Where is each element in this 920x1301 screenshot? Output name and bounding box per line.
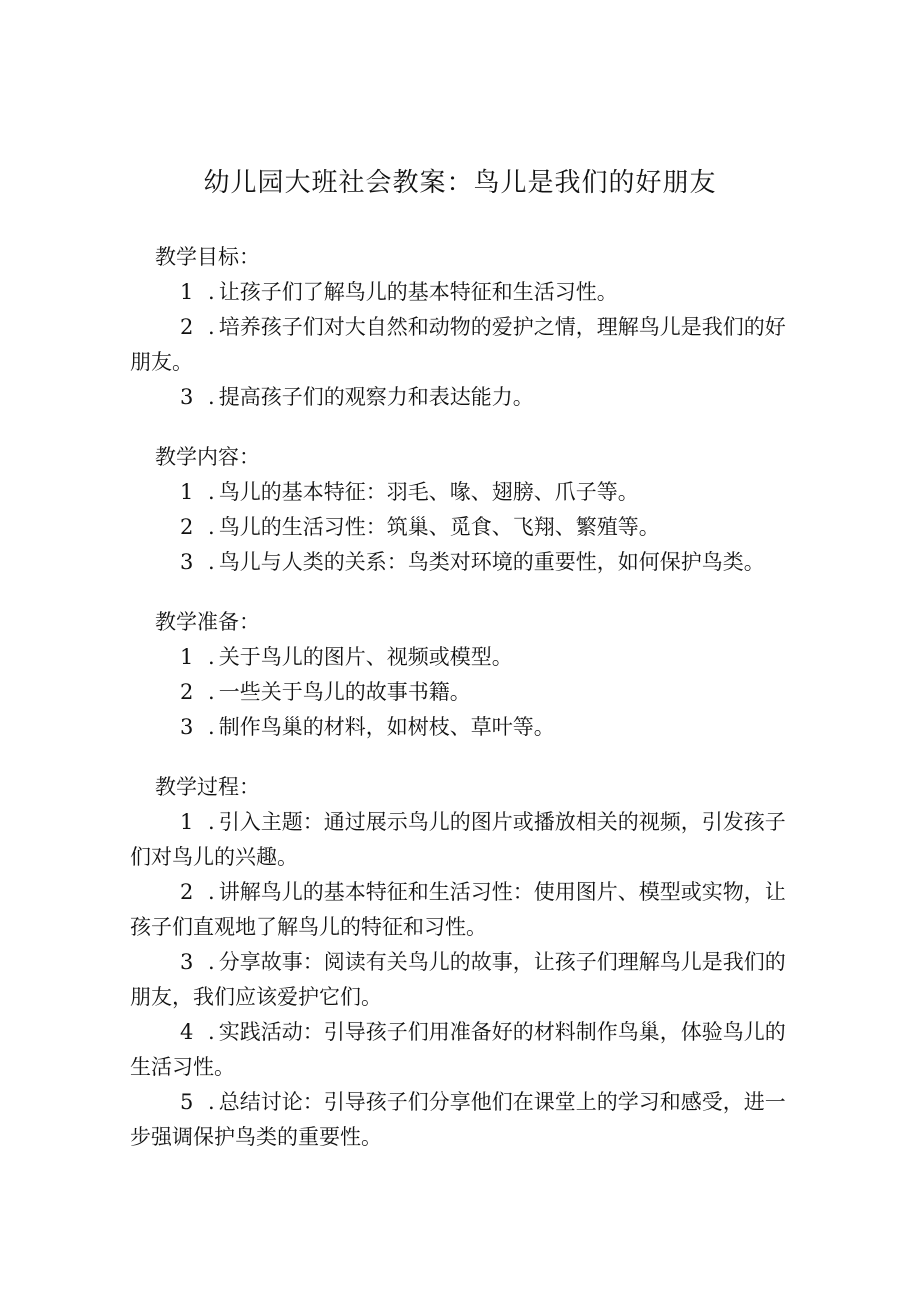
item-number: 4 . [180,1020,219,1044]
item-text: 分享故事：阅读有关鸟儿的故事，让孩子们理解鸟儿是我们的朋友，我们应该爱护它们。 [130,950,786,1009]
list-item [130,510,790,545]
item-number: 2 . [180,680,219,704]
item-text: 提高孩子们的观察力和表达能力。 [218,385,534,409]
item-number: 1 . [180,810,219,834]
list-item [130,380,790,415]
list-item [130,1015,790,1085]
list-item [130,710,790,745]
list-item [130,310,790,380]
list-item [130,675,790,710]
item-text: 一些关于鸟儿的故事书籍。 [218,680,471,704]
page-title: 幼儿园大班社会教案：鸟儿是我们的好朋友 [203,168,717,198]
section-process [130,770,790,1155]
list-item [130,275,790,310]
item-number: 1 . [180,280,219,304]
item-text: 让孩子们了解鸟儿的基本特征和生活习性。 [218,280,618,304]
section-preparation [130,605,790,745]
item-text: 实践活动：引导孩子们用准备好的材料制作鸟巢，体验鸟儿的生活习性。 [130,1020,786,1079]
list-item [130,875,790,945]
item-number: 2 . [180,880,219,904]
list-item [130,545,790,580]
item-text: 总结讨论：引导孩子们分享他们在课堂上的学习和感受，进一步强调保护鸟类的重要性。 [130,1090,786,1149]
section-objectives [130,240,790,415]
document-body [130,240,790,1180]
item-number: 3 . [180,950,219,974]
item-text: 鸟儿的生活习性：筑巢、觅食、飞翔、繁殖等。 [218,515,660,539]
item-text: 鸟儿与人类的关系：鸟类对环境的重要性，如何保护鸟类。 [218,550,765,574]
item-text: 制作鸟巢的材料，如树枝、草叶等。 [218,715,555,739]
list-item [130,475,790,510]
list-item [130,640,790,675]
section-heading: 教学过程： [155,775,260,799]
item-number: 1 . [180,645,219,669]
item-number: 5 . [180,1090,219,1114]
item-text: 引入主题：通过展示鸟儿的图片或播放相关的视频，引发孩子们对鸟儿的兴趣。 [130,810,786,869]
list-item [130,805,790,875]
item-text: 讲解鸟儿的基本特征和生活习性：使用图片、模型或实物，让孩子们直观地了解鸟儿的特征和习性。 [130,880,786,939]
item-number: 3 . [180,385,219,409]
item-number: 2 . [180,315,219,339]
item-number: 3 . [180,715,219,739]
section-heading: 教学内容： [155,445,260,469]
list-item [130,1085,790,1155]
section-heading: 教学目标： [155,245,260,269]
item-text: 鸟儿的基本特征：羽毛、喙、翅膀、爪子等。 [218,480,639,504]
item-number: 1 . [180,480,219,504]
item-text: 关于鸟儿的图片、视频或模型。 [218,645,513,669]
item-number: 2 . [180,515,219,539]
section-content [130,440,790,580]
list-item [130,945,790,1015]
item-number: 3 . [180,550,219,574]
item-text: 培养孩子们对大自然和动物的爱护之情，理解鸟儿是我们的好朋友。 [130,315,786,374]
section-heading: 教学准备： [155,610,260,634]
